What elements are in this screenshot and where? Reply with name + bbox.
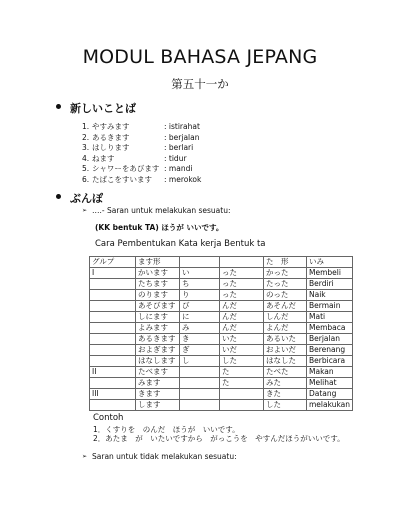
table-cell: Berdiri [307, 279, 353, 290]
table-cell: Membaca [307, 323, 353, 334]
table-cell: Berjalan [307, 334, 353, 345]
table-cell: III [90, 389, 136, 400]
table-cell [90, 301, 136, 312]
example-line: 2．あたま が いたいですから がっこうを やすんだほうがいいです。 [93, 434, 345, 444]
table-cell [90, 323, 136, 334]
table-cell: Membeli [307, 268, 353, 279]
table-cell: はなした [264, 356, 307, 367]
table-cell: き [180, 334, 220, 345]
vocab-number: 1. [82, 122, 90, 131]
arrow-bullet-icon: ➢ [82, 207, 88, 214]
table-cell: Mati [307, 312, 353, 323]
vocab-japanese: やすみます [92, 122, 130, 131]
table-cell: した [220, 356, 264, 367]
table-row [90, 290, 353, 301]
example-title: Contoh [93, 413, 124, 423]
vocab-japanese: あるきます [92, 132, 130, 142]
section-heading-text: ぶんぽ [70, 192, 103, 205]
table-cell: Datang [307, 389, 353, 400]
table-row [90, 334, 353, 345]
vocab-meaning: : mandi [164, 164, 193, 174]
table-cell: んだ [220, 301, 264, 312]
table-cell: II [90, 367, 136, 378]
table-cell [90, 400, 136, 411]
table-row [90, 400, 353, 411]
vocab-meaning: : merokok [164, 174, 202, 184]
table-row [90, 356, 353, 367]
table-cell: ぎ [180, 345, 220, 356]
table-cell: り [180, 290, 220, 301]
table-cell: いた [220, 334, 264, 345]
vocab-meaning: : tidur [164, 153, 187, 163]
table-cell: ち [180, 279, 220, 290]
bullet-icon [56, 194, 61, 199]
advice-line-1 [82, 206, 231, 215]
table-caption: Cara Pembentukan Kata kerja Bentuk ta [95, 239, 266, 249]
vocab-japanese: はしります [92, 143, 130, 153]
vocab-meaning: : berjalan [164, 132, 200, 142]
table-header-cell: いみ [307, 257, 353, 268]
table-cell: い [180, 268, 220, 279]
vocabulary-list [82, 122, 201, 186]
table-cell: あるいた [264, 334, 307, 345]
section-heading-grammar [58, 190, 103, 206]
arrow-bullet-icon: ➢ [82, 453, 88, 460]
table-cell: した [264, 400, 307, 411]
table-cell [220, 400, 264, 411]
vocab-item [82, 164, 201, 175]
grammar-pattern: (KK bentuk TA) ほうが いいです。 [95, 223, 224, 232]
vocab-number: 5. [82, 164, 90, 174]
table-cell: みます [136, 378, 180, 389]
table-row [90, 301, 353, 312]
table-cell [90, 279, 136, 290]
table-cell: んだ [220, 312, 264, 323]
vocab-number: 3. [82, 143, 90, 153]
table-cell [90, 378, 136, 389]
table-cell: に [180, 312, 220, 323]
advice-text: ….- Saran untuk melakukan sesuatu: [92, 206, 231, 215]
vocab-japanese: シャワーをあびます [92, 164, 160, 174]
vocab-item [82, 143, 201, 154]
table-cell: きた [264, 389, 307, 400]
table-header-row [90, 257, 353, 268]
table-cell: あそびます [136, 301, 180, 312]
table-cell: melakukan [307, 400, 353, 411]
table-row [90, 323, 353, 334]
vocab-japanese: たばこをすいます [92, 174, 152, 184]
table-cell: たべます [136, 367, 180, 378]
table-cell [180, 389, 220, 400]
table-cell: んだ [220, 323, 264, 334]
table-cell: たちます [136, 279, 180, 290]
table-header-cell: た 形 [264, 257, 307, 268]
table-cell: った [220, 290, 264, 301]
page-title: MODUL BAHASA JEPANG [82, 46, 318, 68]
table-cell: しにます [136, 312, 180, 323]
table-header-cell: ます形 [136, 257, 180, 268]
table-row [90, 367, 353, 378]
table-cell: た [220, 378, 264, 389]
table-row [90, 279, 353, 290]
section-heading-text: 新しいことば [70, 102, 136, 115]
table-cell [220, 389, 264, 400]
table-cell: みた [264, 378, 307, 389]
table-cell: いだ [220, 345, 264, 356]
table-cell [90, 312, 136, 323]
table-cell [180, 367, 220, 378]
vocab-number: 4. [82, 153, 90, 163]
table-row [90, 268, 353, 279]
table-cell [90, 290, 136, 301]
table-cell: Melihat [307, 378, 353, 389]
table-cell: たった [264, 279, 307, 290]
table-cell [90, 345, 136, 356]
vocab-meaning: : berlari [164, 143, 194, 153]
table-cell: Naik [307, 290, 353, 301]
table-row [90, 389, 353, 400]
table-cell: きます [136, 389, 180, 400]
table-cell: します [136, 400, 180, 411]
table-cell: かいます [136, 268, 180, 279]
table-cell: Berbicara [307, 356, 353, 367]
advice-line-2 [82, 452, 237, 461]
table-cell: のった [264, 290, 307, 301]
table-row [90, 378, 353, 389]
table-cell: った [220, 268, 264, 279]
table-cell: たべた [264, 367, 307, 378]
vocab-item [82, 154, 201, 165]
table-header-cell [220, 257, 264, 268]
vocab-number: 6. [82, 174, 90, 184]
vocab-number: 2. [82, 132, 90, 142]
example-block [93, 414, 345, 444]
bullet-icon [56, 104, 61, 109]
lesson-number: 第五十一か [171, 77, 229, 91]
table-cell: Berenang [307, 345, 353, 356]
table-cell: かった [264, 268, 307, 279]
table-cell: よみます [136, 323, 180, 334]
table-cell: およぎます [136, 345, 180, 356]
table-cell: I [90, 268, 136, 279]
vocab-item [82, 122, 201, 133]
table-cell: み [180, 323, 220, 334]
table-cell: び [180, 301, 220, 312]
table-cell: しんだ [264, 312, 307, 323]
table-cell: はなします [136, 356, 180, 367]
table-header-cell: グルプ [90, 257, 136, 268]
table-cell [180, 378, 220, 389]
table-cell [180, 400, 220, 411]
example-line: 1．くすりを のんだ ほうが いいです。 [93, 424, 240, 434]
table-cell: Bermain [307, 301, 353, 312]
table-cell: し [180, 356, 220, 367]
table-cell: あそんだ [264, 301, 307, 312]
table-cell: Makan [307, 367, 353, 378]
table-cell: あるきます [136, 334, 180, 345]
table-cell: のります [136, 290, 180, 301]
conjugation-table [89, 256, 353, 411]
advice-text: Saran untuk tidak melakukan sesuatu: [92, 452, 237, 461]
table-row [90, 345, 353, 356]
table-cell [90, 334, 136, 345]
table-header-cell [180, 257, 220, 268]
table-cell: およいだ [264, 345, 307, 356]
vocab-japanese: ねます [92, 153, 115, 163]
vocab-item [82, 133, 201, 144]
table-cell: た [220, 367, 264, 378]
section-heading-vocabulary [58, 100, 136, 116]
vocab-meaning: : istirahat [164, 122, 200, 131]
table-cell: よんだ [264, 323, 307, 334]
table-cell [90, 356, 136, 367]
table-cell: った [220, 279, 264, 290]
vocab-item [82, 175, 201, 186]
table-row [90, 312, 353, 323]
